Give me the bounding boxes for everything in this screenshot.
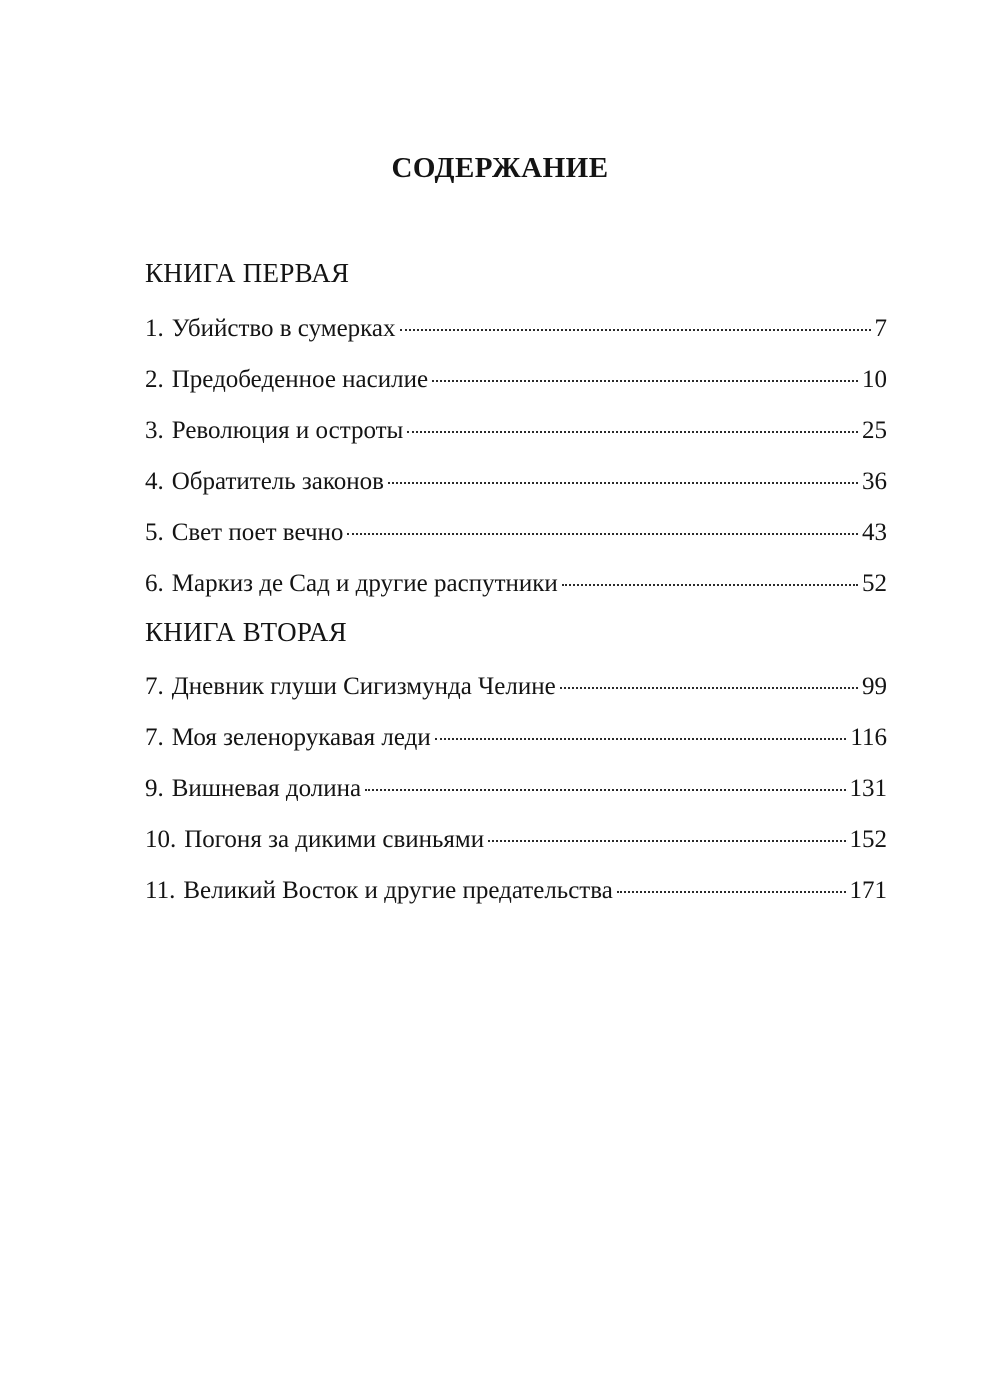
entry-title: Вишневая долина: [171, 775, 362, 802]
toc-entry[interactable]: [145, 516, 887, 550]
entry-page-number: 52: [862, 570, 887, 597]
entry-number: 11.: [145, 877, 176, 904]
entry-page-number: 7: [874, 315, 887, 342]
entry-page-number: 99: [862, 673, 887, 700]
entry-number: 4.: [145, 468, 164, 495]
entry-title: Убийство в сумерках: [171, 315, 396, 342]
entry-number: 10.: [145, 826, 177, 853]
dot-leader: [388, 482, 858, 484]
toc-title: СОДЕРЖАНИЕ: [391, 152, 609, 184]
toc-entry[interactable]: [145, 414, 887, 448]
dot-leader: [435, 738, 847, 740]
entry-page-number: 171: [849, 877, 887, 904]
entry-number: 9.: [145, 775, 164, 802]
toc-entry[interactable]: [145, 567, 887, 601]
entry-page-number: 43: [862, 519, 887, 546]
entry-title: Погоня за дикими свиньями: [184, 826, 485, 853]
entry-title: Моя зеленорукавая леди: [171, 724, 431, 751]
toc-entry[interactable]: [145, 670, 887, 704]
dot-leader: [488, 840, 845, 842]
dot-leader: [365, 789, 845, 791]
entry-title: Обратитель законов: [171, 468, 384, 495]
entry-number: 7.: [145, 673, 164, 700]
entry-number: 5.: [145, 519, 164, 546]
dot-leader: [400, 329, 871, 331]
entry-title: Предобеденное насилие: [171, 366, 429, 393]
dot-leader: [432, 380, 858, 382]
entry-number: 2.: [145, 366, 164, 393]
toc-entry[interactable]: [145, 312, 887, 346]
entry-title: Великий Восток и другие предательства: [183, 877, 613, 904]
entry-number: 1.: [145, 315, 164, 342]
book-two-heading: КНИГА ВТОРАЯ: [145, 617, 347, 647]
dot-leader: [407, 431, 858, 433]
entry-title: Свет поет вечно: [171, 519, 344, 546]
entry-page-number: 25: [862, 417, 887, 444]
entry-number: 3.: [145, 417, 164, 444]
entry-title: Дневник глуши Сигизмунда Челине: [171, 673, 556, 700]
book-one-heading: КНИГА ПЕРВАЯ: [145, 258, 350, 288]
dot-leader: [617, 891, 846, 893]
entry-number: 7.: [145, 724, 164, 751]
entry-title: Революция и остроты: [171, 417, 404, 444]
entry-title: Маркиз де Сад и другие распутники: [171, 570, 558, 597]
entry-number: 6.: [145, 570, 164, 597]
toc-entry[interactable]: [145, 823, 887, 857]
entry-page-number: 131: [849, 775, 887, 802]
entry-page-number: 152: [849, 826, 887, 853]
entry-page-number: 36: [862, 468, 887, 495]
dot-leader: [560, 687, 858, 689]
dot-leader: [562, 584, 858, 586]
entry-page-number: 116: [850, 724, 887, 751]
toc-entry[interactable]: [145, 465, 887, 499]
toc-entry[interactable]: [145, 772, 887, 806]
toc-entry[interactable]: [145, 874, 887, 908]
toc-entry[interactable]: [145, 721, 887, 755]
dot-leader: [347, 533, 858, 535]
toc-entry[interactable]: [145, 363, 887, 397]
entry-page-number: 10: [862, 366, 887, 393]
